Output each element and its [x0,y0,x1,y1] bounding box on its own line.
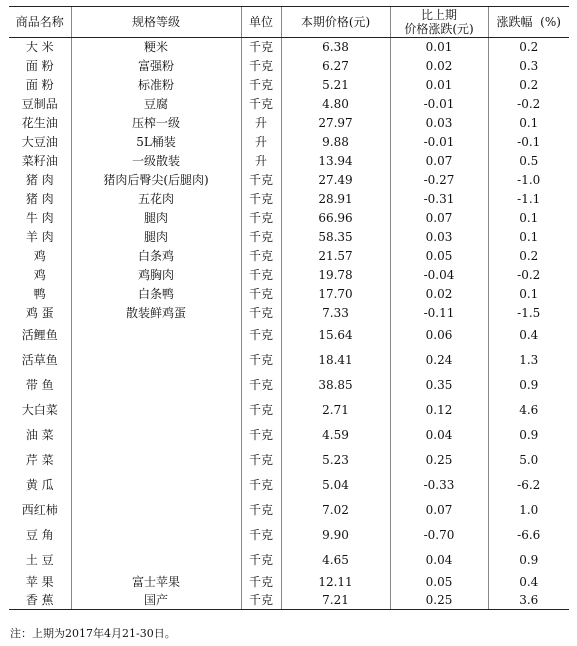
cell-price-change: 0.04 [390,423,488,448]
table-row [9,247,569,266]
cell-change-percent: 5.0 [488,448,569,473]
header-current-price: 本期价格(元) [281,7,390,38]
table-row [9,498,569,523]
cell-current-price: 17.70 [281,285,390,304]
cell-spec-grade: 白条鸭 [71,285,241,304]
table-row [9,473,569,498]
cell-product-name: 土 豆 [25,553,54,567]
cell-change-percent: -0.1 [488,133,569,152]
cell-current-price: 58.35 [281,228,390,247]
cell-price-change: 0.07 [390,498,488,523]
cell-current-price: 5.21 [281,76,390,95]
cell-product-name: 大白菜 [21,403,58,417]
cell-product-name: 豆制品 [21,97,58,111]
table-row [9,38,569,57]
cell-product-name: 油 菜 [25,428,54,442]
cell-price-change: 0.01 [390,76,488,95]
cell-spec-grade [71,423,241,448]
table-row [9,133,569,152]
cell-unit: 千克 [241,38,281,57]
cell-product-name: 菜籽油 [21,154,58,168]
table-row [9,548,569,573]
cell-change-percent: 0.9 [488,373,569,398]
cell-change-percent: 0.9 [488,548,569,573]
cell-spec-grade: 国产 [71,592,241,610]
cell-price-change: -0.70 [390,523,488,548]
cell-spec-grade: 5L桶装 [71,133,241,152]
cell-spec-grade [71,523,241,548]
table-row [9,423,569,448]
cell-unit: 升 [241,133,281,152]
cell-change-percent: 0.3 [488,57,569,76]
table-row [9,304,569,323]
cell-spec-grade: 富士苹果 [71,573,241,592]
table-row [9,523,569,548]
cell-change-percent: 0.1 [488,285,569,304]
cell-change-percent: 0.9 [488,423,569,448]
cell-spec-grade: 五花肉 [71,190,241,209]
cell-change-percent: 1.0 [488,498,569,523]
table-row [9,228,569,247]
header-product-name: 商品名称 [9,7,71,38]
cell-change-percent: -0.2 [488,95,569,114]
cell-current-price: 18.41 [281,348,390,373]
cell-spec-grade: 腿肉 [71,209,241,228]
cell-product-name: 芹 菜 [25,453,54,467]
cell-change-percent: -6.2 [488,473,569,498]
cell-product-name: 鸭 [33,287,46,301]
cell-spec-grade: 粳米 [71,38,241,57]
cell-current-price: 21.57 [281,247,390,266]
cell-price-change: 0.25 [390,448,488,473]
cell-change-percent: 4.6 [488,398,569,423]
table-row [9,95,569,114]
cell-unit: 千克 [241,76,281,95]
cell-product-name: 猪 肉 [25,173,54,187]
cell-product-name: 西红柿 [21,503,58,517]
cell-current-price: 38.85 [281,373,390,398]
cell-change-percent: 0.5 [488,152,569,171]
cell-price-change: 0.07 [390,152,488,171]
table-row [9,76,569,95]
cell-unit: 升 [241,152,281,171]
table-row [9,266,569,285]
table-row [9,152,569,171]
cell-unit: 千克 [241,592,281,610]
table-row [9,171,569,190]
cell-price-change: 0.07 [390,209,488,228]
table-row [9,114,569,133]
cell-spec-grade [71,323,241,348]
cell-change-percent: 0.1 [488,228,569,247]
price-table [9,6,569,610]
cell-current-price: 27.97 [281,114,390,133]
cell-change-percent: 0.1 [488,209,569,228]
cell-unit: 千克 [241,373,281,398]
cell-product-name: 猪 肉 [25,192,54,206]
cell-product-name: 活鲤鱼 [21,328,58,342]
header-row [9,7,569,38]
cell-product-name: 鸡 [33,268,46,282]
cell-product-name: 苹 果 [25,575,54,589]
cell-spec-grade: 豆腐 [71,95,241,114]
cell-unit: 千克 [241,228,281,247]
table-row [9,209,569,228]
cell-product-name: 豆 角 [25,528,54,542]
cell-unit: 千克 [241,266,281,285]
cell-current-price: 13.94 [281,152,390,171]
table-body [9,38,569,610]
cell-current-price: 6.38 [281,38,390,57]
cell-spec-grade: 猪肉后臀尖(后腿肉) [71,171,241,190]
cell-unit: 千克 [241,95,281,114]
cell-change-percent: 0.4 [488,573,569,592]
cell-current-price: 4.80 [281,95,390,114]
cell-price-change: 0.01 [390,38,488,57]
cell-product-name: 牛 肉 [25,211,54,225]
cell-current-price: 4.59 [281,423,390,448]
cell-current-price: 6.27 [281,57,390,76]
cell-spec-grade [71,398,241,423]
cell-price-change: -0.04 [390,266,488,285]
cell-price-change: 0.02 [390,285,488,304]
cell-current-price: 9.88 [281,133,390,152]
cell-product-name: 面 粉 [25,78,54,92]
cell-product-name: 大 米 [25,40,54,55]
cell-price-change: -0.01 [390,133,488,152]
cell-price-change: -0.11 [390,304,488,323]
cell-price-change: 0.04 [390,548,488,573]
cell-unit: 千克 [241,247,281,266]
table-row [9,592,569,610]
cell-product-name: 花生油 [21,116,58,130]
cell-price-change: 0.35 [390,373,488,398]
cell-spec-grade: 腿肉 [71,228,241,247]
cell-price-change: 0.12 [390,398,488,423]
table-row [9,323,569,348]
cell-spec-grade: 一级散装 [71,152,241,171]
table-row [9,285,569,304]
cell-spec-grade [71,473,241,498]
cell-change-percent: 0.2 [488,76,569,95]
cell-unit: 千克 [241,548,281,573]
cell-change-percent: -1.5 [488,304,569,323]
cell-current-price: 7.33 [281,304,390,323]
cell-current-price: 4.65 [281,548,390,573]
cell-unit: 千克 [241,448,281,473]
cell-change-percent: 0.2 [488,38,569,57]
cell-spec-grade [71,373,241,398]
cell-spec-grade: 压榨一级 [71,114,241,133]
cell-current-price: 28.91 [281,190,390,209]
cell-unit: 千克 [241,573,281,592]
cell-current-price: 9.90 [281,523,390,548]
cell-price-change: 0.03 [390,114,488,133]
cell-price-change: 0.05 [390,573,488,592]
cell-spec-grade: 富强粉 [71,57,241,76]
header-spec-grade: 规格等级 [71,7,241,38]
header-unit: 单位 [241,7,281,38]
cell-product-name: 鸡 蛋 [25,306,54,320]
footnote: 注：上期为2017年4月21-30日。 [10,627,176,640]
cell-price-change: -0.31 [390,190,488,209]
cell-spec-grade: 散装鲜鸡蛋 [71,304,241,323]
table-row [9,373,569,398]
header-price-change: 比上期 价格涨跌(元) [390,7,488,38]
cell-unit: 千克 [241,171,281,190]
cell-unit: 千克 [241,190,281,209]
cell-price-change: 0.02 [390,57,488,76]
cell-current-price: 2.71 [281,398,390,423]
header-change-percent: 涨跌幅 (%) [488,7,569,38]
cell-change-percent: 0.2 [488,247,569,266]
cell-unit: 千克 [241,348,281,373]
cell-unit: 千克 [241,398,281,423]
cell-price-change: 0.24 [390,348,488,373]
cell-unit: 千克 [241,304,281,323]
cell-spec-grade [71,548,241,573]
cell-product-name: 面 粉 [25,59,54,73]
cell-price-change: 0.03 [390,228,488,247]
cell-current-price: 7.21 [281,592,390,610]
cell-price-change: -0.01 [390,95,488,114]
cell-change-percent: 0.1 [488,114,569,133]
cell-price-change: -0.27 [390,171,488,190]
cell-spec-grade [71,348,241,373]
cell-change-percent: 1.3 [488,348,569,373]
cell-current-price: 7.02 [281,498,390,523]
price-table-container [9,6,569,610]
cell-change-percent: -6.6 [488,523,569,548]
cell-price-change: -0.33 [390,473,488,498]
cell-current-price: 5.23 [281,448,390,473]
cell-product-name: 活草鱼 [21,353,58,367]
cell-spec-grade: 鸡胸肉 [71,266,241,285]
cell-unit: 升 [241,114,281,133]
cell-unit: 千克 [241,57,281,76]
cell-current-price: 66.96 [281,209,390,228]
table-row [9,348,569,373]
cell-price-change: 0.06 [390,323,488,348]
cell-spec-grade: 白条鸡 [71,247,241,266]
cell-unit: 千克 [241,423,281,448]
cell-price-change: 0.25 [390,592,488,610]
cell-unit: 千克 [241,285,281,304]
cell-product-name: 香 蕉 [9,592,71,610]
cell-product-name: 鸡 [33,249,46,263]
cell-change-percent: 3.6 [488,592,569,610]
table-row [9,398,569,423]
table-row [9,190,569,209]
table-row [9,57,569,76]
cell-product-name: 羊 肉 [25,230,54,244]
table-row [9,448,569,473]
cell-spec-grade: 标准粉 [71,76,241,95]
cell-current-price: 27.49 [281,171,390,190]
cell-change-percent: -1.1 [488,190,569,209]
cell-price-change: 0.05 [390,247,488,266]
cell-unit: 千克 [241,498,281,523]
cell-current-price: 15.64 [281,323,390,348]
cell-product-name: 黄 瓜 [25,478,54,492]
cell-spec-grade [71,448,241,473]
cell-current-price: 19.78 [281,266,390,285]
cell-product-name: 带 鱼 [25,378,54,392]
cell-current-price: 5.04 [281,473,390,498]
table-row [9,573,569,592]
cell-change-percent: -1.0 [488,171,569,190]
cell-unit: 千克 [241,209,281,228]
cell-change-percent: 0.4 [488,323,569,348]
cell-unit: 千克 [241,323,281,348]
cell-unit: 千克 [241,473,281,498]
cell-product-name: 大豆油 [21,135,58,149]
cell-change-percent: -0.2 [488,266,569,285]
cell-unit: 千克 [241,523,281,548]
cell-spec-grade [71,498,241,523]
cell-current-price: 12.11 [281,573,390,592]
